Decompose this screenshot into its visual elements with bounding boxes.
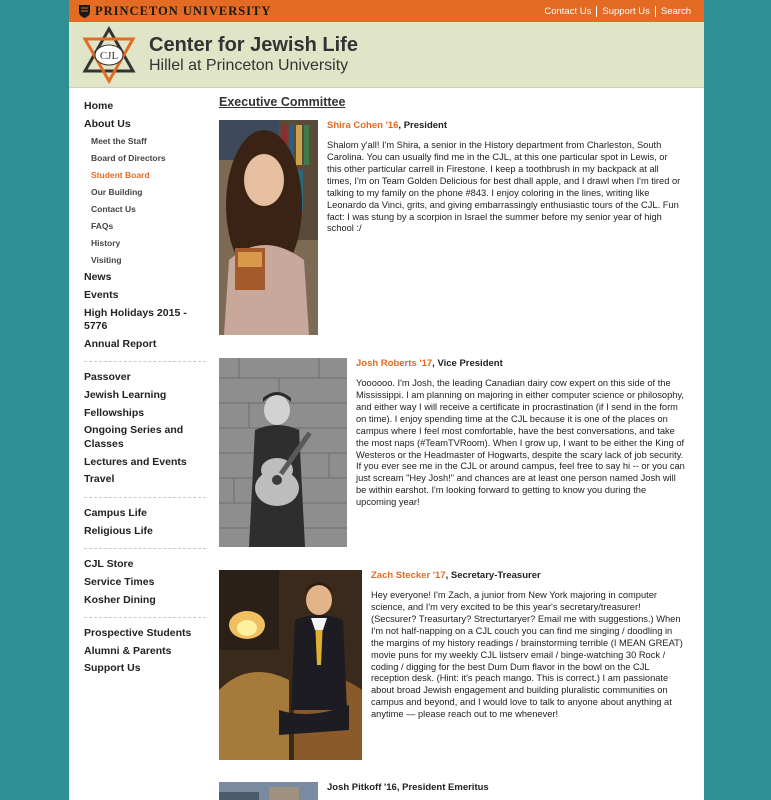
sidebar-divider <box>84 617 206 618</box>
sidebar-item-news[interactable]: News <box>84 271 112 284</box>
sidebar-item-annual-report[interactable]: Annual Report <box>84 337 157 350</box>
sidebar-item-events[interactable]: Events <box>84 288 119 301</box>
sidebar-divider <box>84 361 206 362</box>
sidebar-item-alumni-parents[interactable]: Alumni & Parents <box>84 644 172 657</box>
member-name-text: Josh Pitkoff '16, President Emeritus <box>327 782 489 793</box>
sidebar-item-campus-life[interactable]: Campus Life <box>84 506 148 519</box>
member-name <box>327 782 682 794</box>
member-role: , Vice President <box>432 358 503 369</box>
member-bio: Yoooooo. I'm Josh, the leading Canadian dairy cow expert on this side of the Mississippi. I am planning on majoring in either computer science or philosophy, and either way I will receive a certificate in procrastination (if I send in the form on time). I enjoy spending time at the CJL because it is one of the places on campus where I feel most comfortable, have the best conversations, and take the most naps (#TeamTVRoom). When I grow up, I want to be either the King of Westeros or the Headmaster of Hogwarts, despite the scary lack of job security. If you ever see me in the CJL or around campus, feel free to say hi -- or you can just scream "Hey Josh!" and chances are at least one person named Josh will be within earshot. I'm looking forward to getting to know you during the upcoming year! <box>356 378 685 508</box>
sidebar-item-support-us[interactable]: Support Us <box>84 662 141 675</box>
member-name <box>327 120 682 132</box>
member-bio-block <box>371 570 684 721</box>
member-photo <box>219 120 318 335</box>
sidebar-divider <box>84 497 206 498</box>
brand-name: PRINCETON UNIVERSITY <box>95 3 272 18</box>
main-content <box>219 88 689 793</box>
sidebar-item-jewish-learning[interactable]: Jewish Learning <box>84 389 167 402</box>
sidebar-item-high-holidays-2015-5776[interactable]: High Holidays 2015 - 5776 <box>84 306 187 333</box>
member-bio-block <box>327 120 682 235</box>
sidebar-item-lectures-and-events[interactable]: Lectures and Events <box>84 455 187 468</box>
member-name-text: Zach Stecker '17 <box>371 570 446 581</box>
member-bio: Shalom y'all! I'm Shira, a senior in the History department from Charleston, South Carolina. You can usually find me in the CJL, at this one particular spot in Lewis, or this other particular carrell in Firestone. I keep a toothbrush in my backpack at all times, I'm on Team Golden Delicious for best dhall apple, and I drawl when I'm tired or talking to my family on the phone #843. I enjoy coloring in the lines, writing like Leonardo da Vinci, grits, and giving embarrassingly enthusiastic tours of the CJL. Fun fact: I was stung by a scorpion in Israel the summer before my senior year of high school :/ <box>327 140 681 234</box>
member-name-text: Josh Roberts '17 <box>356 358 433 369</box>
logo-text: CJL <box>99 49 119 62</box>
member-bio-block <box>356 358 686 509</box>
member-photo <box>219 358 347 547</box>
sidebar-item-history[interactable]: History <box>91 238 121 249</box>
top-bar <box>69 0 704 22</box>
top-link-search[interactable]: Search <box>655 6 696 17</box>
sidebar-item-board-of-directors[interactable]: Board of Directors <box>91 153 166 164</box>
page <box>69 0 704 800</box>
member-name-text: Shira Cohen '16 <box>327 120 399 131</box>
sidebar-item-kosher-dining[interactable]: Kosher Dining <box>84 593 156 606</box>
sidebar-item-contact-us[interactable]: Contact Us <box>91 204 136 215</box>
sidebar-item-home[interactable]: Home <box>84 100 114 112</box>
member-photo <box>219 570 362 760</box>
member-role: , Secretary-Treasurer <box>445 570 541 581</box>
site-title-main: Center for Jewish Life <box>149 34 358 57</box>
member-name <box>356 358 686 370</box>
sidebar-item-travel[interactable]: Travel <box>84 473 115 486</box>
sidebar-item-passover[interactable]: Passover <box>84 371 131 384</box>
sidebar-item-ongoing-series-and-classes[interactable]: Ongoing Series and Classes <box>84 424 184 451</box>
sidebar-item-service-times[interactable]: Service Times <box>84 575 155 588</box>
sidebar-item-meet-the-staff[interactable]: Meet the Staff <box>91 136 147 147</box>
site-title[interactable] <box>149 34 358 74</box>
member-photo <box>219 782 318 800</box>
member-name <box>371 570 684 582</box>
princeton-brand[interactable] <box>79 4 271 19</box>
sidebar-nav <box>84 98 206 678</box>
sidebar-divider <box>84 548 206 549</box>
cjl-logo[interactable] <box>79 25 139 85</box>
site-subtitle: Hillel at Princeton University <box>149 56 349 74</box>
member-bio-block <box>327 782 682 800</box>
site-header <box>69 22 704 88</box>
section-title: Executive Committee <box>219 95 346 109</box>
member-role: , President <box>398 120 447 131</box>
sidebar-item-about-us[interactable]: About Us <box>84 117 131 130</box>
top-links <box>539 6 696 17</box>
sidebar-item-fellowships[interactable]: Fellowships <box>84 406 145 419</box>
sidebar-item-our-building[interactable]: Our Building <box>91 187 143 198</box>
sidebar-item-visiting[interactable]: Visiting <box>91 255 122 266</box>
princeton-shield-icon <box>79 5 90 18</box>
sidebar-item-cjl-store[interactable]: CJL Store <box>84 558 134 571</box>
member-bio: Hey everyone! I'm Zach, a junior from New York majoring in computer science, and I'm very excited to be this year's secretary/treasurer! (Secsurer? Treasurtary? Strecturtaryer? Email me with suggestions.) When I'm not half-napping on a CJL couch you can find me singing / doodling in the margins of my history readings / brainstorming terrible (I MEAN GREAT) movie puns for my weekly CJL listserv email / binge-watching 30 Rock / coding / digging for the best Dum Dum flavor in the bowl on the CJL reception desk. (Hint: it's peach mango. This is correct.) I am passionate about broad Jewish engagement and building pluralistic communities on campus and beyond, and I would love to talk to anyone about anything at anytime — please reach out to me whenever! <box>371 590 683 720</box>
sidebar-item-student-board[interactable]: Student Board <box>91 170 150 181</box>
sidebar-item-prospective-students[interactable]: Prospective Students <box>84 627 192 640</box>
sidebar-item-religious-life[interactable]: Religious Life <box>84 524 153 537</box>
top-link-support-us[interactable]: Support Us <box>596 6 655 17</box>
top-link-contact-us[interactable]: Contact Us <box>544 5 592 17</box>
sidebar-item-faqs[interactable]: FAQs <box>91 221 114 232</box>
